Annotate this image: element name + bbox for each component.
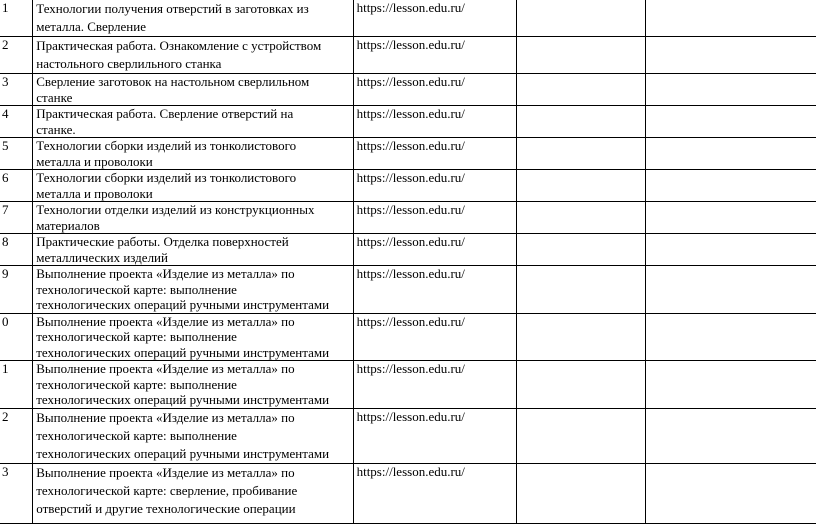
resource-link[interactable]: https://lesson.edu.ru/ xyxy=(353,266,516,314)
lesson-topic-line: станке xyxy=(36,89,73,105)
lesson-topic xyxy=(33,202,353,234)
empty-cell xyxy=(516,138,645,170)
row-number: 6 xyxy=(0,170,33,202)
empty-cell xyxy=(645,234,816,266)
table-row xyxy=(0,266,816,314)
empty-cell xyxy=(645,0,816,37)
resource-link[interactable]: https://lesson.edu.ru/ xyxy=(353,37,516,74)
lesson-topic-line: технологических операций ручными инструментами xyxy=(36,445,330,461)
lesson-topic-line: технологической карте: выполнение xyxy=(36,329,237,344)
row-number: 2 xyxy=(0,408,33,463)
lesson-topic-line: Выполнение проекта «Изделие из металла» по xyxy=(36,409,295,425)
lesson-topic-line: Выполнение проекта «Изделие из металла» по xyxy=(36,361,295,376)
empty-cell xyxy=(516,74,645,106)
resource-link[interactable]: https://lesson.edu.ru/ xyxy=(353,361,516,409)
empty-cell xyxy=(516,170,645,202)
empty-cell xyxy=(645,74,816,106)
lesson-topic xyxy=(33,37,353,74)
lesson-topic-line: металла и проволоки xyxy=(36,185,153,201)
empty-cell xyxy=(645,313,816,361)
lesson-topic-line: технологической карте: выполнение xyxy=(36,427,237,443)
lesson-topic-line: Технологии сборки изделий из тонколистового xyxy=(36,170,297,185)
table-row xyxy=(0,313,816,361)
lesson-topic xyxy=(33,138,353,170)
lesson-topic-line: станке. xyxy=(36,121,76,137)
lesson-topic-line: Технологии получения отверстий в заготовках из xyxy=(36,1,309,16)
empty-cell xyxy=(516,0,645,37)
empty-cell xyxy=(516,266,645,314)
table-row xyxy=(0,202,816,234)
row-number: 3 xyxy=(0,463,33,523)
lesson-topic xyxy=(33,408,353,463)
table-row xyxy=(0,361,816,409)
lesson-topic-line: Практические работы. Отделка поверхностей xyxy=(36,234,289,249)
lesson-topic-line: технологической карте: выполнение xyxy=(36,376,237,392)
table-row xyxy=(0,74,816,106)
table-row xyxy=(0,463,816,523)
table-row xyxy=(0,234,816,266)
lesson-topic-line: металла. Сверление xyxy=(36,19,146,34)
lesson-topic-line: технологических операций ручными инструментами xyxy=(36,392,330,407)
table-row xyxy=(0,170,816,202)
row-number: 1 xyxy=(0,0,33,37)
empty-cell xyxy=(516,202,645,234)
lesson-topic-line: настольного сверлильного станка xyxy=(36,56,222,71)
lesson-topic xyxy=(33,0,353,37)
row-number: 8 xyxy=(0,234,33,266)
empty-cell xyxy=(516,408,645,463)
lesson-topic xyxy=(33,313,353,361)
resource-link[interactable]: https://lesson.edu.ru/ xyxy=(353,202,516,234)
empty-cell xyxy=(645,170,816,202)
empty-cell xyxy=(516,37,645,74)
empty-cell xyxy=(516,463,645,523)
resource-link[interactable]: https://lesson.edu.ru/ xyxy=(353,138,516,170)
resource-link[interactable]: https://lesson.edu.ru/ xyxy=(353,0,516,37)
resource-link[interactable]: https://lesson.edu.ru/ xyxy=(353,463,516,523)
row-number: 7 xyxy=(0,202,33,234)
empty-cell xyxy=(645,408,816,463)
lesson-topic-line: отверстий и другие технологические операции xyxy=(36,500,296,516)
lesson-topic-line: Выполнение проекта «Изделие из металла» по xyxy=(36,313,295,329)
table-row xyxy=(0,0,816,37)
empty-cell xyxy=(645,361,816,409)
row-number: 5 xyxy=(0,138,33,170)
lesson-topic-line: металла и проволоки xyxy=(36,153,153,169)
lesson-topic-line: технологической карте: сверление, пробивание xyxy=(36,482,298,498)
lesson-topic-line: Практическая работа. Сверление отверстий на xyxy=(36,106,294,121)
row-number: 3 xyxy=(0,74,33,106)
empty-cell xyxy=(516,361,645,409)
row-number: 1 xyxy=(0,361,33,409)
lesson-topic-line: Практическая работа. Ознакомление с устройством xyxy=(36,38,322,53)
lesson-topic-line: технологических операций ручными инструментами xyxy=(36,344,330,360)
lesson-topic-line: Выполнение проекта «Изделие из металла» по xyxy=(36,464,295,480)
row-number: 4 xyxy=(0,106,33,138)
lesson-topic-line: технологической карте: выполнение xyxy=(36,281,237,297)
lesson-topic xyxy=(33,266,353,314)
lesson-topic xyxy=(33,234,353,266)
resource-link[interactable]: https://lesson.edu.ru/ xyxy=(353,74,516,106)
empty-cell xyxy=(516,313,645,361)
lesson-topic-line: Сверление заготовок на настольном сверлильном xyxy=(36,74,310,89)
row-number: 0 xyxy=(0,313,33,361)
row-number: 2 xyxy=(0,37,33,74)
lesson-topic xyxy=(33,74,353,106)
lesson-topic xyxy=(33,170,353,202)
lesson-topic-line: технологических операций ручными инструментами xyxy=(36,297,330,312)
resource-link[interactable]: https://lesson.edu.ru/ xyxy=(353,234,516,266)
empty-cell xyxy=(645,202,816,234)
row-number: 9 xyxy=(0,266,33,314)
empty-cell xyxy=(645,106,816,138)
lesson-topic-line: металлических изделий xyxy=(36,249,168,265)
empty-cell xyxy=(645,37,816,74)
lesson-topic-line: Технологии сборки изделий из тонколистового xyxy=(36,138,297,153)
resource-link[interactable]: https://lesson.edu.ru/ xyxy=(353,106,516,138)
empty-cell xyxy=(645,266,816,314)
lesson-topic-line: материалов xyxy=(36,217,100,233)
empty-cell xyxy=(645,138,816,170)
table-row xyxy=(0,408,816,463)
table-row xyxy=(0,106,816,138)
empty-cell xyxy=(516,234,645,266)
lesson-topic-line: Технологии отделки изделий из конструкционных xyxy=(36,202,315,217)
lesson-topic xyxy=(33,361,353,409)
empty-cell xyxy=(516,106,645,138)
lesson-topic xyxy=(33,106,353,138)
resource-link[interactable]: https://lesson.edu.ru/ xyxy=(353,170,516,202)
resource-link[interactable]: https://lesson.edu.ru/ xyxy=(353,408,516,463)
empty-cell xyxy=(645,463,816,523)
resource-link[interactable]: https://lesson.edu.ru/ xyxy=(353,313,516,361)
lesson-topic xyxy=(33,463,353,523)
table-row xyxy=(0,37,816,74)
table-row xyxy=(0,138,816,170)
lesson-topic-line: Выполнение проекта «Изделие из металла» по xyxy=(36,266,295,281)
